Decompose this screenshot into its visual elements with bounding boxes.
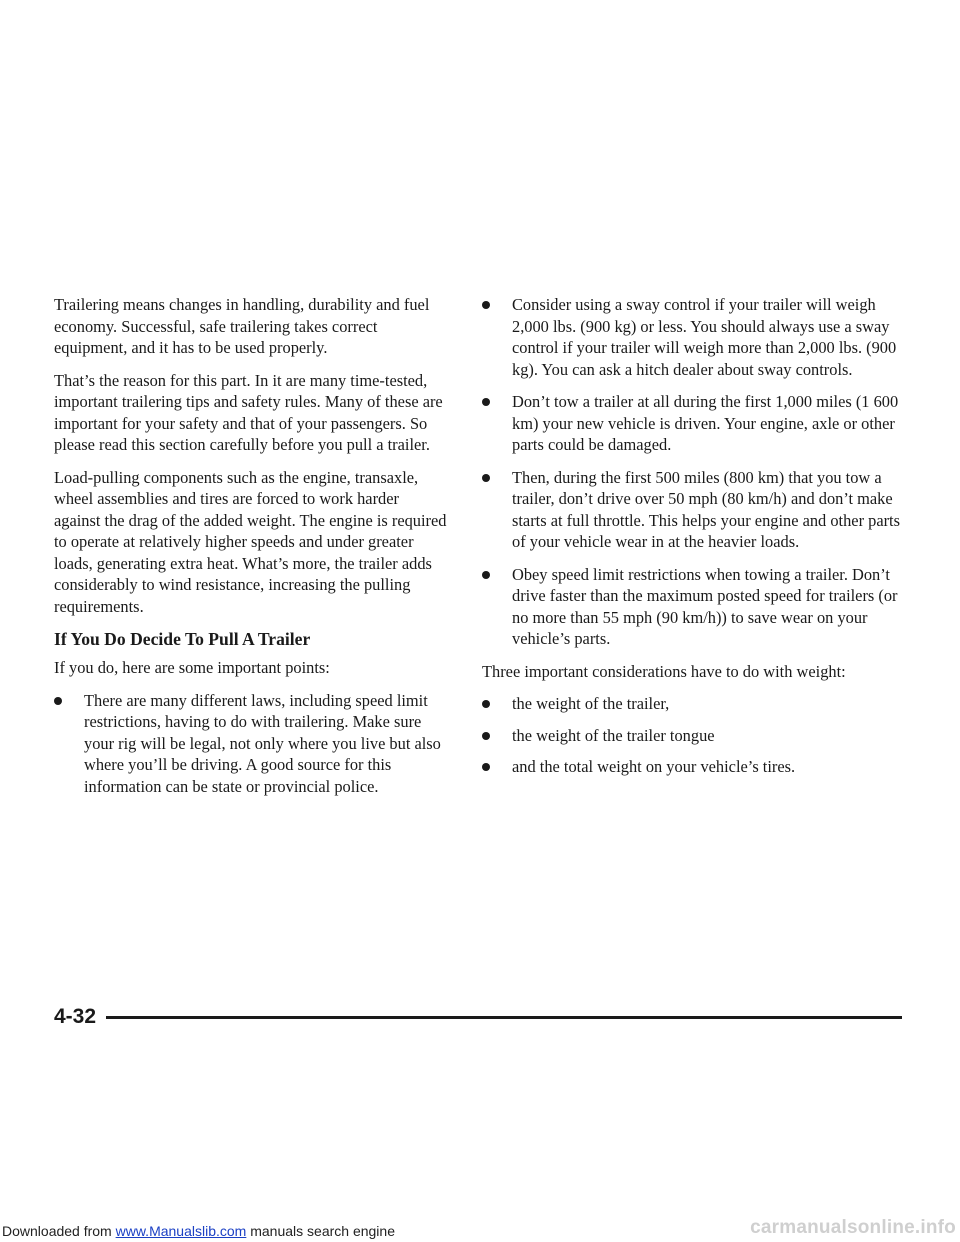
list-item-text: Obey speed limit restrictions when towing a trailer. Don’t drive faster than the maximum posted speed for trailers (or no more than 55 mph (90 km/h)) to save wear on your vehicle’s parts. <box>512 564 898 648</box>
watermark: carmanualsonline.info <box>750 1217 956 1238</box>
list-item <box>482 693 902 715</box>
section-heading: If You Do Decide To Pull A Trailer <box>54 629 311 649</box>
intro-paragraph: Trailering means changes in handling, durability and fuel economy. Successful, safe trailering takes correct equipment, and it has to be used properly. <box>54 295 430 357</box>
list-item <box>482 294 902 380</box>
right-column <box>482 294 902 788</box>
list-item-text: Then, during the first 500 miles (800 km) that you tow a trailer, don’t drive over 50 mph (80 km/h) and don’t make starts at full throttle. This helps your engine and other parts of your vehicle wear in at the heavier loads. <box>512 467 900 551</box>
right-bullet-list <box>482 294 902 650</box>
list-item-text: Don’t tow a trailer at all during the first 1,000 miles (1 600 km) your new vehicle is driven. Your engine, axle or other parts could be damaged. <box>512 392 899 454</box>
list-item <box>482 564 902 650</box>
bullet-icon <box>482 474 490 482</box>
source-suffix: manuals search engine <box>246 1223 395 1239</box>
list-item-text: the weight of the trailer, <box>512 694 670 713</box>
bullet-icon <box>482 763 490 771</box>
weight-bullet-list <box>482 693 902 778</box>
bullet-icon <box>482 700 490 708</box>
bullet-icon <box>54 697 62 705</box>
bullet-icon <box>482 571 490 579</box>
bullet-icon <box>482 732 490 740</box>
list-item-text: There are many different laws, including speed limit restrictions, having to do with trailering. Make sure your rig will be legal, not only where you live but also where you’ll be driving. A good source for this information can be state or provincial police. <box>84 690 441 796</box>
load-pulling-paragraph: Load-pulling components such as the engine, transaxle, wheel assemblies and tires are forced to work harder against the drag of the added weight. The engine is required to operate at relatively higher speeds and under greater loads, generating extra heat. What’s more, the trailer adds considerably to wind resistance, increasing the pulling requirements. <box>54 467 447 616</box>
list-item-text: Consider using a sway control if your trailer will weigh 2,000 lbs. (900 kg) or less. You should always use a sway control if your trailer will weigh more than 2,000 lbs. (900 kg). You can ask a hitch dealer about sway controls. <box>512 295 897 379</box>
list-item <box>482 391 902 456</box>
left-column <box>54 294 448 808</box>
list-item <box>482 467 902 553</box>
manualslib-link[interactable]: www.Manualslib.com <box>115 1223 247 1239</box>
page-number: 4-32 <box>54 1005 97 1028</box>
bullet-icon <box>482 301 490 309</box>
list-item-text: and the total weight on your vehicle’s tires. <box>512 757 796 776</box>
list-item-text: the weight of the trailer tongue <box>512 725 715 745</box>
list-item <box>482 756 902 778</box>
weight-intro: Three important considerations have to do with weight: <box>482 661 846 681</box>
left-bullet-list <box>54 690 448 798</box>
source-prefix: Downloaded from <box>2 1223 116 1239</box>
source-banner <box>2 1222 395 1240</box>
list-item <box>482 725 902 747</box>
list-item <box>54 690 448 798</box>
footer-rule <box>106 1016 902 1019</box>
bullet-icon <box>482 398 490 406</box>
points-intro: If you do, here are some important points: <box>54 658 330 677</box>
page-footer <box>54 1002 902 1032</box>
reason-paragraph: That’s the reason for this part. In it are many time-tested, important trailering tips and safety rules. Many of these are important for your safety and that of your passengers. So please read this section carefully before you pull a trailer. <box>54 370 443 454</box>
